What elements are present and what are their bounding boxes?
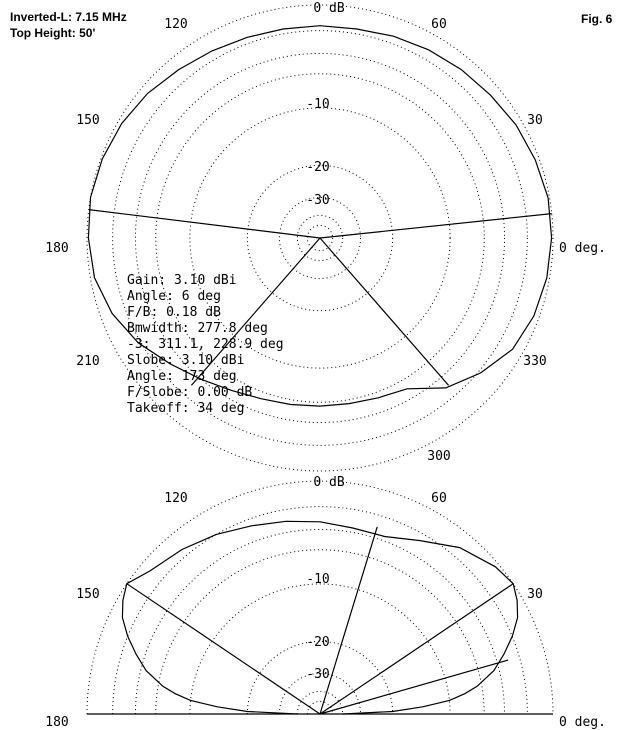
angle-label: 30 <box>527 113 543 128</box>
pattern-curve <box>122 521 517 714</box>
lobe-marker-line <box>320 584 513 714</box>
angle-label: 210 <box>76 354 100 369</box>
stat-front-back: F/B: 0.18 dB <box>127 305 221 320</box>
figure-number: Fig. 6 <box>581 12 613 26</box>
angle-label: 0 deg. <box>559 715 606 730</box>
lobe-marker-line <box>320 527 377 714</box>
angle-label: 30 <box>527 587 543 602</box>
angle-label: 60 <box>431 17 447 32</box>
stat-front-sidelobe: F/Slobe: 0.00 dB <box>127 385 253 400</box>
stat-gain: Gain: 3.10 dBi <box>127 273 237 288</box>
angle-label: 150 <box>76 587 100 602</box>
ring-label: 0 dB <box>313 1 345 16</box>
angle-label: 60 <box>431 491 447 506</box>
angle-label: 0 deg. <box>559 241 606 256</box>
chart-title: Inverted-L: 7.15 MHz <box>10 10 127 24</box>
stat-beamwidth: Bmwidth: 277.8 deg <box>127 321 268 336</box>
grid-ring <box>135 529 504 714</box>
ring-label: -30 <box>306 193 330 208</box>
elevation-plot <box>45 475 606 730</box>
lobe-marker-line <box>320 238 449 385</box>
ring-label: -10 <box>306 572 330 587</box>
ring-label: 0 dB <box>313 475 345 490</box>
stat-angle: Angle: 6 deg <box>127 289 221 304</box>
lobe-marker-line <box>320 660 508 714</box>
angle-label: 150 <box>76 113 100 128</box>
grid-ring <box>113 507 528 714</box>
angle-label: 300 <box>427 449 451 464</box>
ring-label: -20 <box>306 635 330 650</box>
stat-sidelobe: Slobe: 3.10 dBi <box>127 353 245 368</box>
angle-label: 120 <box>164 17 188 32</box>
lobe-marker-line <box>89 210 320 238</box>
azimuth-stats-box <box>127 273 284 416</box>
chart-subtitle: Top Height: 50' <box>10 26 96 40</box>
angle-label: 330 <box>523 354 547 369</box>
angle-label: 120 <box>164 491 188 506</box>
ring-label: -20 <box>306 160 330 175</box>
ring-label: -10 <box>306 97 330 112</box>
stat-3db-points: -3: 311.1, 228.9 deg <box>127 337 284 352</box>
ring-label: -30 <box>306 667 330 682</box>
stat-sidelobe-angle: Angle: 173 deg <box>127 369 237 384</box>
angle-label: 180 <box>45 241 69 256</box>
stat-takeoff: Takeoff: 34 deg <box>127 401 245 416</box>
lobe-marker-line <box>127 584 320 714</box>
angle-label: 180 <box>45 715 69 730</box>
